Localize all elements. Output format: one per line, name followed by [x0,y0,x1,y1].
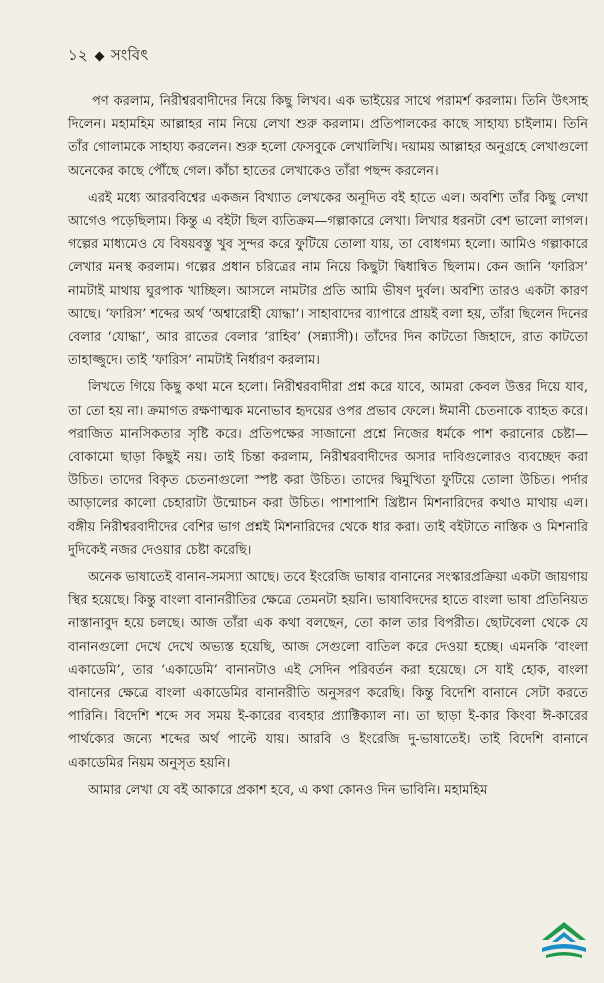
publisher-logo-icon [536,918,592,962]
paragraph: এরই মধ্যে আরববিশ্বের একজন বিখ্যাত লেখকের অনূদিত বই হাতে এল। অবশ্যি তাঁর কিছু লেখা আগেও পড়েছিলাম। কিন্তু এ বইটা ছিল ব্যতিক্রম—গল্পাকারে লেখা। লিখার ধরনটা বেশ ভালো লাগল। গল্পের মাধ্যমেও যে বিষয়বস্তু খুব সুন্দর করে ফুটিয়ে তোলা যায়, তা বোধগম্য হলো। আমিও গল্পাকারে লেখার মনস্থ করলাম। গল্পের প্রধান চরিত্রের নাম নিয়ে কিছুটা দ্বিধান্বিত ছিলাম। কেন জানি ‘ফারিস’ নামটাই মাথায় ঘুরপাক খাচ্ছিল। আসলে নামটার প্রতি আমি ভীষণ দুর্বল। অবশ্যি তারও একটা কারণ আছে। ‘ফারিস’ শব্দের অর্থ ‘অশ্বারোহী যোদ্ধা’। সাহাবাদের ব্যাপারে প্রায়ই বলা হয়, তাঁরা ছিলেন দিনের বেলার ‘যোদ্ধা’, আর রাতের বেলার ‘রাহিব’ (সন্ন্যাসী)। তাঁদের দিন কাটতো জিহাদে, রাত কাটতো তাহাজ্জুদে। তাই ‘ফারিস’ নামটাই নির্ধারণ করলাম। [68,190,588,369]
page-number: ১২ [68,46,88,64]
paragraph: পণ করলাম, নিরীশ্বরবাদীদের নিয়ে কিছু লিখব। এক ভাইয়ের সাথে পরামর্শ করলাম। তিনি উৎসাহ দিলেন। মহামহিম আল্লাহর নাম নিয়ে লেখা শুরু করলাম। প্রতিপালকের কাছে সাহায্য চাইলাম। তিনি তাঁর গোলামকে সাহায্য করলেন। শুরু হলো ফেসবুকে লেখালিখি। দয়াময় আল্লাহর অনুগ্রহে লেখাগুলো অনেকের কাছে পৌঁছে গেল। কাঁচা হাতের লেখাকেও তাঁরা পছন্দ করলেন। [68,94,588,179]
body-text [68,90,588,806]
paragraph: অনেক ভাষাতেই বানান-সমস্যা আছে। তবে ইংরেজি ভাষার বানানের সংস্কারপ্রক্রিয়া একটা জায়গায় স্থির হয়েছে। কিন্তু বাংলা বানানরীতির ক্ষেত্রে তেমনটা হয়নি। ভাষাবিদদের হাতে বাংলা ভাষা প্রতিনিয়ত নাস্তানাবুদ হয়ে চলছে। আজ তাঁরা এক কথা বলছেন, তো কাল তার বিপরীত। ছোটবেলা থেকে যে বানানগুলো দেখে দেখে অভ্যস্ত হয়েছি, আজ সেগুলো বাতিল করে দেওয়া হচ্ছে। এমনকি ‘বাংলা একাডেমি’, তার ‘একাডেমি’ বানানটাও এই সেদিন পরিবর্তন করা হয়েছে। সে যাই হোক, বাংলা বানানের ক্ষেত্রে বাংলা একাডেমির বানানরীতি অনুসরণ করেছি। কিন্তু বিদেশি বানানে সেটা করতে পারিনি। বিদেশি শব্দে সব সময় ই-কারের ব্যবহার প্র্যাক্টিক্যাল না। তা ছাড়া ই-কার কিংবা ঈ-কারের পার্থক্যের জন্যে শব্দের অর্থ পাল্টে যায়। আরবি ও ইংরেজি দু-ভাষাতেই। তাই বিদেশি বানানে একাডেমির নিয়ম অনুসৃত হয়নি। [68,570,588,771]
paragraph: আমার লেখা যে বই আকারে প্রকাশ হবে, এ কথা কোনও দিন ভাবিনি। মহামহিম [88,782,488,798]
book-title: সংবিৎ [110,46,149,64]
paragraph: লিখতে গিয়ে কিছু কথা মনে হলো। নিরীশ্বরবাদীরা প্রশ্ন করে যাবে, আমরা কেবল উত্তর দিয়ে যাব, তা তো হয় না। ক্রমাগত রক্ষণাত্মক মনোভাব হৃদয়ের ওপর প্রভাব ফেলে। ঈমানী চেতনাকে ব্যাহত করে। পরাজিত মানসিকতার সৃষ্টি করে। প্রতিপক্ষের সাজানো প্রশ্নে নিজের ধর্মকে পাশ করানোর চেষ্টা—বোকামো ছাড়া কিছুই নয়। তাই চিন্তা করলাম, নিরীশ্বরবাদীদের অসার দাবিগুলোরও ব্যবচ্ছেদ করা উচিত। তাদের বিকৃত চেতনাগুলো স্পষ্ট করা উচিত। তাদের দ্বিমুখিতা ফুটিয়ে তোলা উচিত। পর্দার আড়ালের কালো চেহারাটা উন্মোচন করা উচিত। পাশাপাশি খ্রিষ্টান মিশনারিদের কথাও মাথায় এল। বঙ্গীয় নিরীশ্বরবাদীদের বেশির ভাগ প্রশ্নই মিশনারিদের থেকে ধার করা। তাই বইটাতে নাস্তিক ও মিশনারি দুদিকেই নজর দেওয়ার চেষ্টা করেছি। [68,380,588,558]
diamond-separator-icon [94,52,104,62]
page-header [68,44,149,69]
